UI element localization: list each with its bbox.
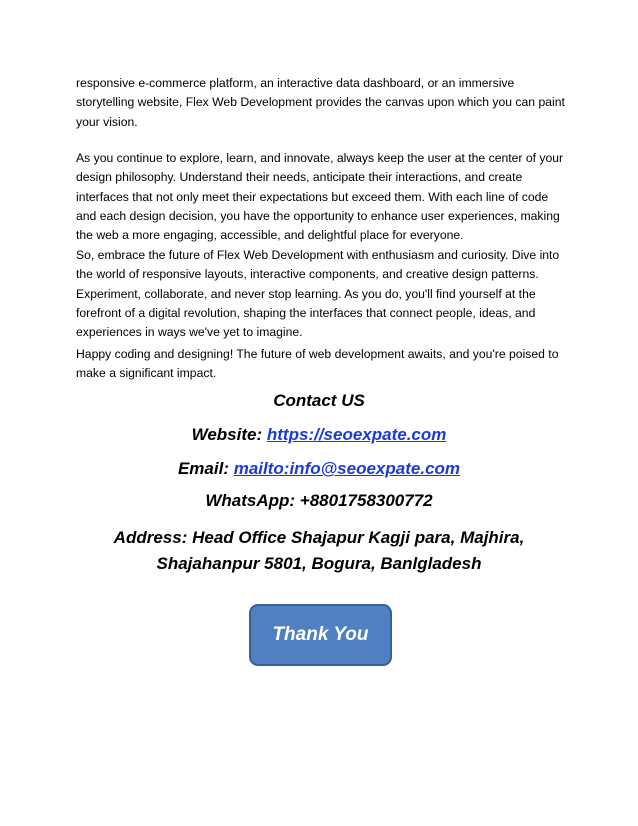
email-link[interactable]: mailto:info@seoexpate.com xyxy=(233,459,461,478)
paragraph-user-philosophy: As you continue to explore, learn, and innovate, always keep the user at the center of your design philosophy. Understand their needs, anticipate their interactions, and create interfaces that not only meet their expectations but exceed them. With each line of code and each design decision, you have the opportunity to enhance user experiences, making the web a more engaging, accessible, and delightful place for everyone. xyxy=(76,151,564,243)
email-line xyxy=(0,459,638,479)
address-text: Address: Head Office Shajapur Kagji para, Majhira, Shajahanpur 5801, Bogura, Banlgladesh xyxy=(113,528,525,573)
paragraph-embrace-future: So, embrace the future of Flex Web Development with enthusiasm and curiosity. Dive into the world of responsive layouts, interactive components, and creative design patterns. Experiment, collaborate, and never stop learning. As you do, you'll find yourself at the forefront of a digital revolution, shaping the interfaces that connect people, ideas, and experiences in ways we've yet to imagine. xyxy=(76,248,560,340)
paragraph-intro-continued: responsive e-commerce platform, an interactive data dashboard, or an immersive storytelling website, Flex Web Development provides the canvas upon which you can paint your vision. xyxy=(76,76,565,129)
paragraph-happy-coding: Happy coding and designing! The future of web development awaits, and you're poised to make a significant impact. xyxy=(76,347,559,381)
whatsapp-line: WhatsApp: +8801758300772 xyxy=(205,491,433,510)
website-label: Website: xyxy=(191,425,263,444)
thank-you-button[interactable] xyxy=(249,604,392,666)
contact-heading: Contact US xyxy=(273,391,365,410)
thank-you-label: Thank You xyxy=(272,624,369,645)
email-label: Email: xyxy=(177,459,229,478)
website-link[interactable]: https://seoexpate.com xyxy=(266,425,447,444)
website-line xyxy=(0,425,638,445)
